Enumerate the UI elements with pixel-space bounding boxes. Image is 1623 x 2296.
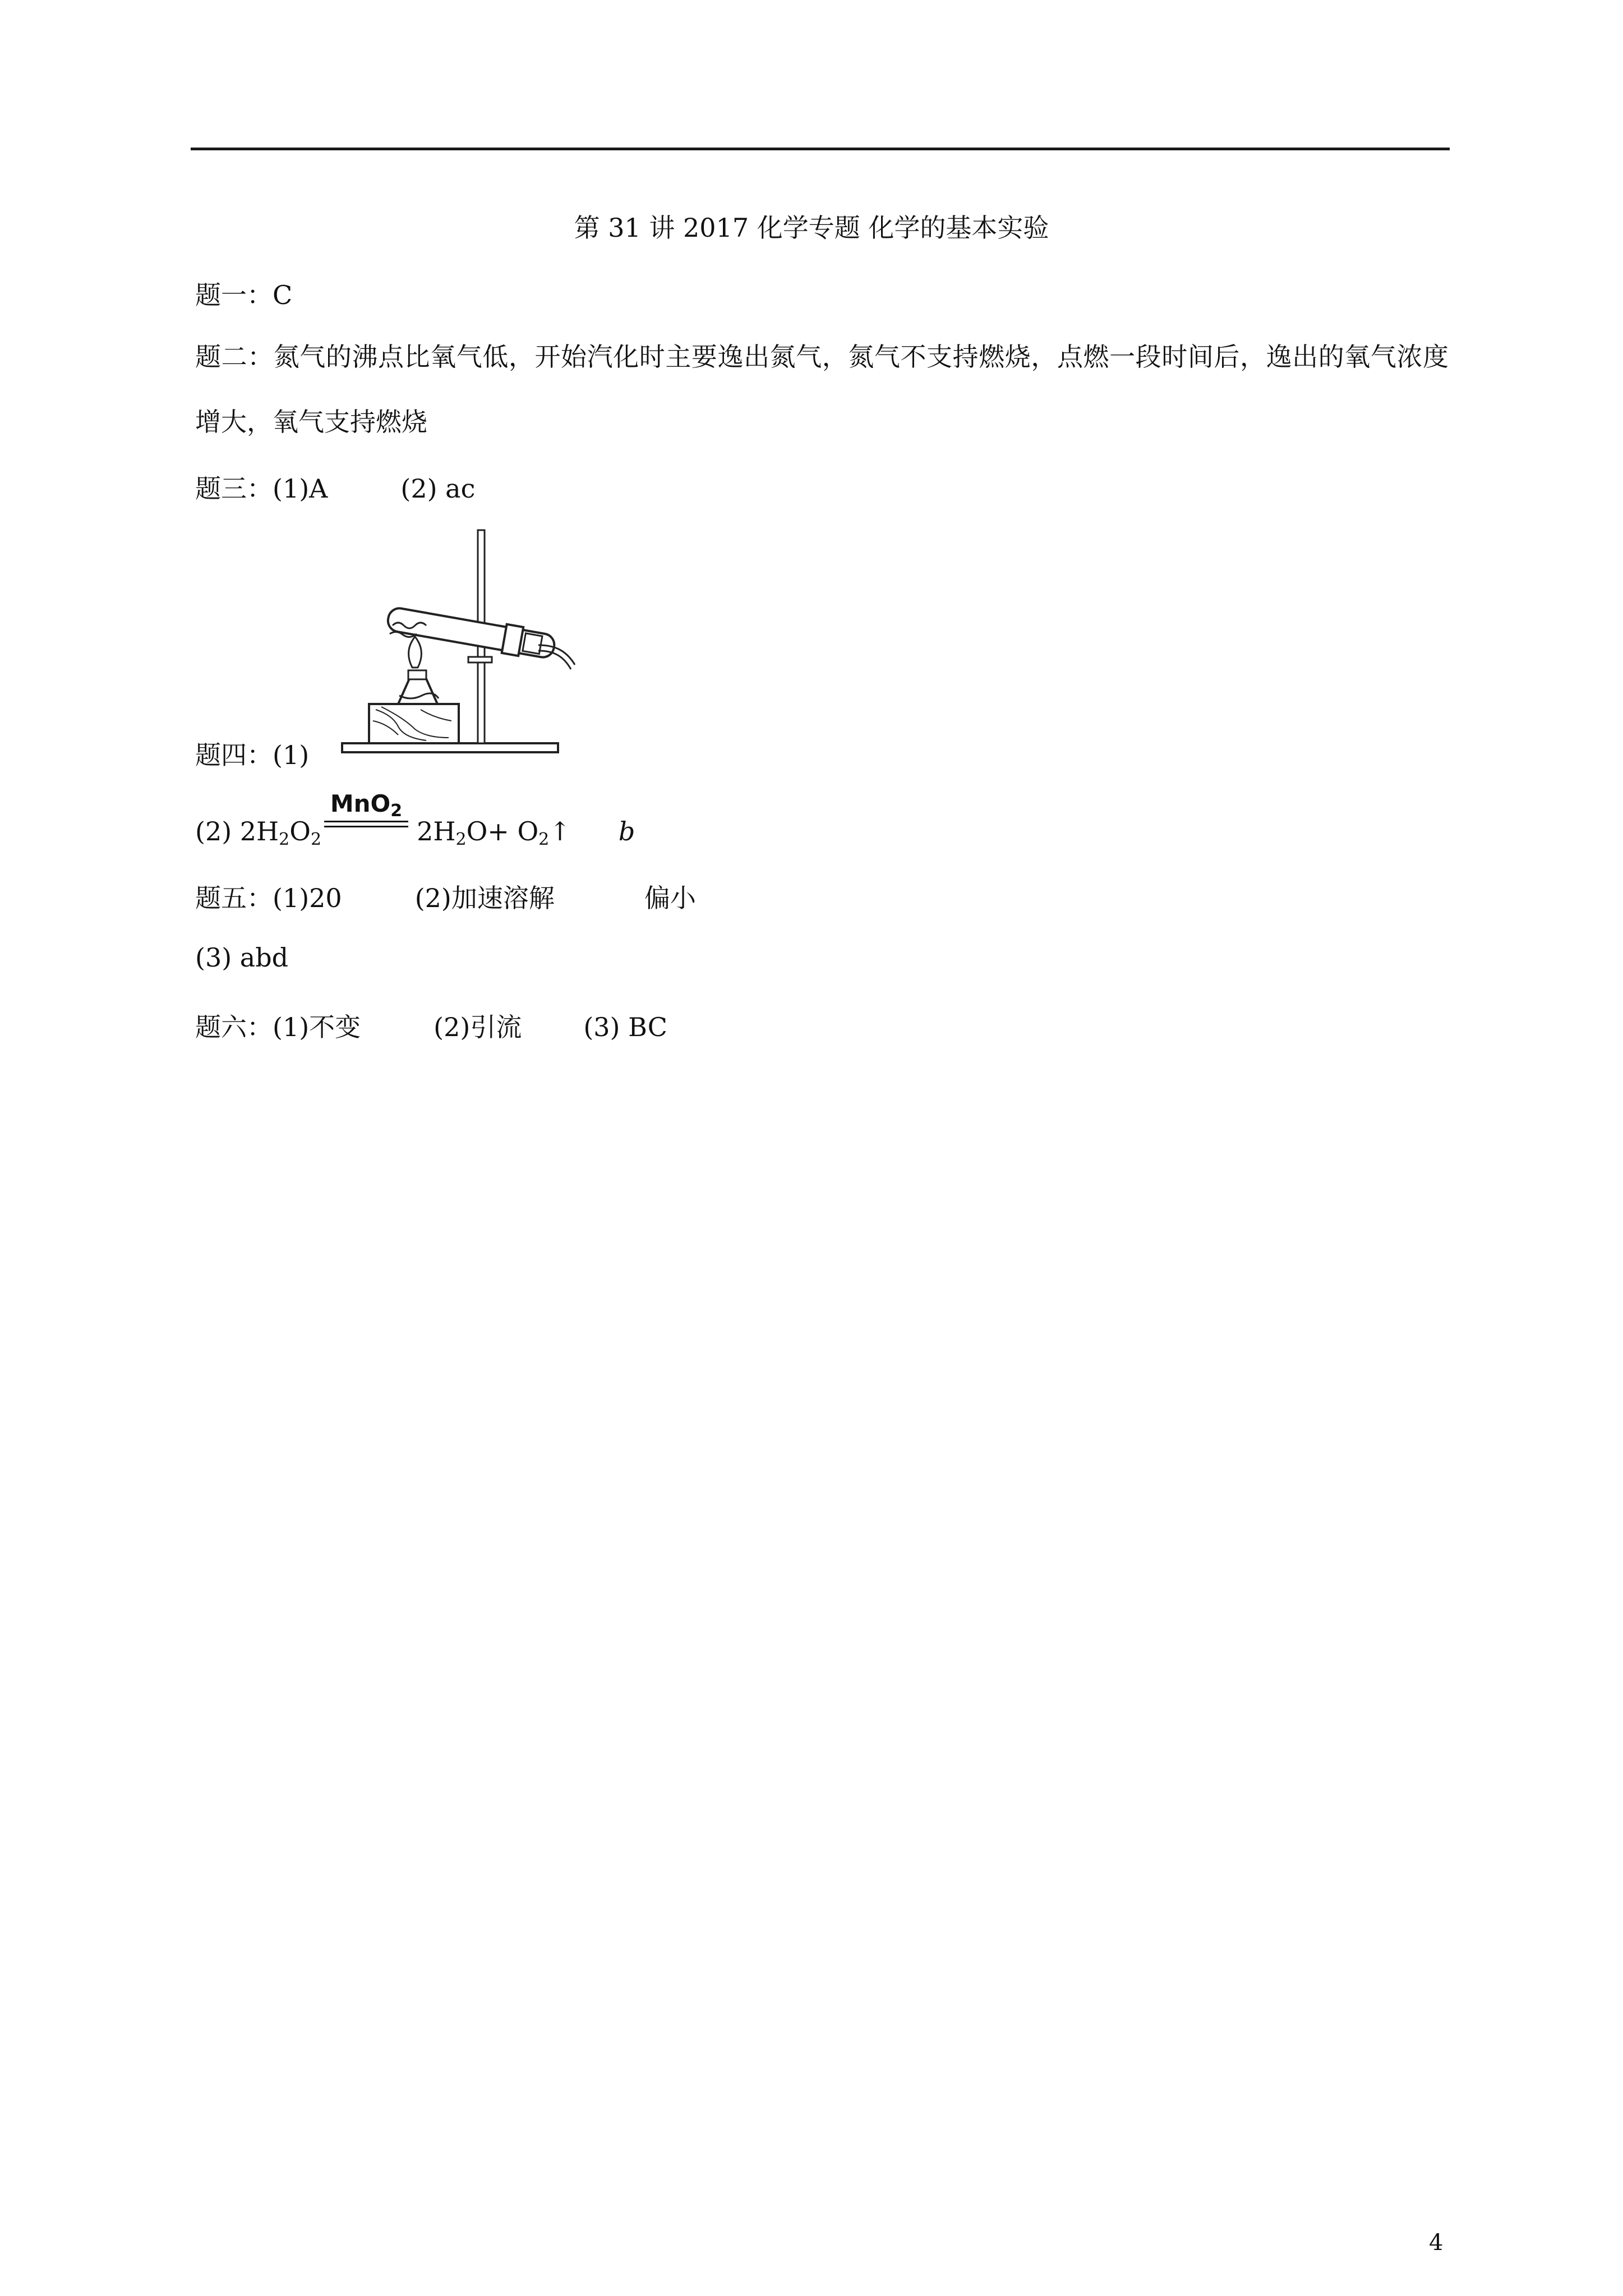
test-tube	[386, 604, 556, 661]
flame-icon	[409, 637, 422, 668]
q1-label: 题一：	[195, 280, 273, 310]
q6-part2: (2)引流	[434, 1012, 522, 1042]
alcohol-lamp	[398, 679, 437, 704]
q6-part3: (3) BC	[583, 1012, 667, 1042]
q5-part2: (2)加速溶解	[414, 883, 555, 913]
q5-label: 题五：	[195, 883, 273, 913]
answer-q5	[195, 878, 696, 915]
q6-part1: (1)不变	[273, 1012, 361, 1042]
product-water: 2H	[417, 816, 456, 846]
answer-q5-part3: (3) abd	[195, 942, 289, 973]
q5-part2b: 偏小	[644, 883, 696, 913]
answer-q1	[195, 275, 292, 312]
q4-answer-b: b	[618, 816, 635, 846]
q3-part1: (1)A	[273, 473, 328, 504]
apparatus-figure	[336, 524, 578, 766]
q3-part2: (2) ac	[400, 473, 476, 504]
q5-part1: (1)20	[273, 883, 342, 913]
catalyst-label: MnO	[330, 790, 391, 817]
stand-base	[342, 743, 558, 752]
header-rule	[191, 148, 1450, 150]
page-number: 4	[1429, 2230, 1444, 2256]
q4-part1: (1)	[273, 740, 310, 770]
q3-label: 题三：	[195, 473, 273, 504]
answer-q6	[195, 1007, 667, 1044]
answer-q3	[195, 468, 475, 505]
catalyst-condition: MnO$_2$	[324, 790, 408, 829]
answer-q2: 题二：氮气的沸点比氧气低，开始汽化时主要逸出氮气，氮气不支持燃烧，点燃一段时间后，逸出的氧气浓度增大，氧气支持燃烧	[195, 342, 1449, 437]
product-oxygen: O	[517, 816, 539, 846]
q4-label: 题四：	[195, 740, 273, 770]
page-title: 第 31 讲 2017 化学专题 化学的基本实验	[574, 213, 1049, 243]
reactant-h: 2H	[239, 816, 279, 846]
answer-q4-part1	[195, 735, 309, 772]
q6-label: 题六：	[195, 1012, 273, 1042]
q4-part2-label: (2)	[195, 816, 240, 846]
answer-q4-part2: (2) $2H_2O_2$ $2H_2O+$ $O_2↑$ b	[195, 816, 635, 849]
gas-arrow-icon: ↑	[549, 816, 571, 846]
q1-answer: C	[273, 280, 293, 310]
